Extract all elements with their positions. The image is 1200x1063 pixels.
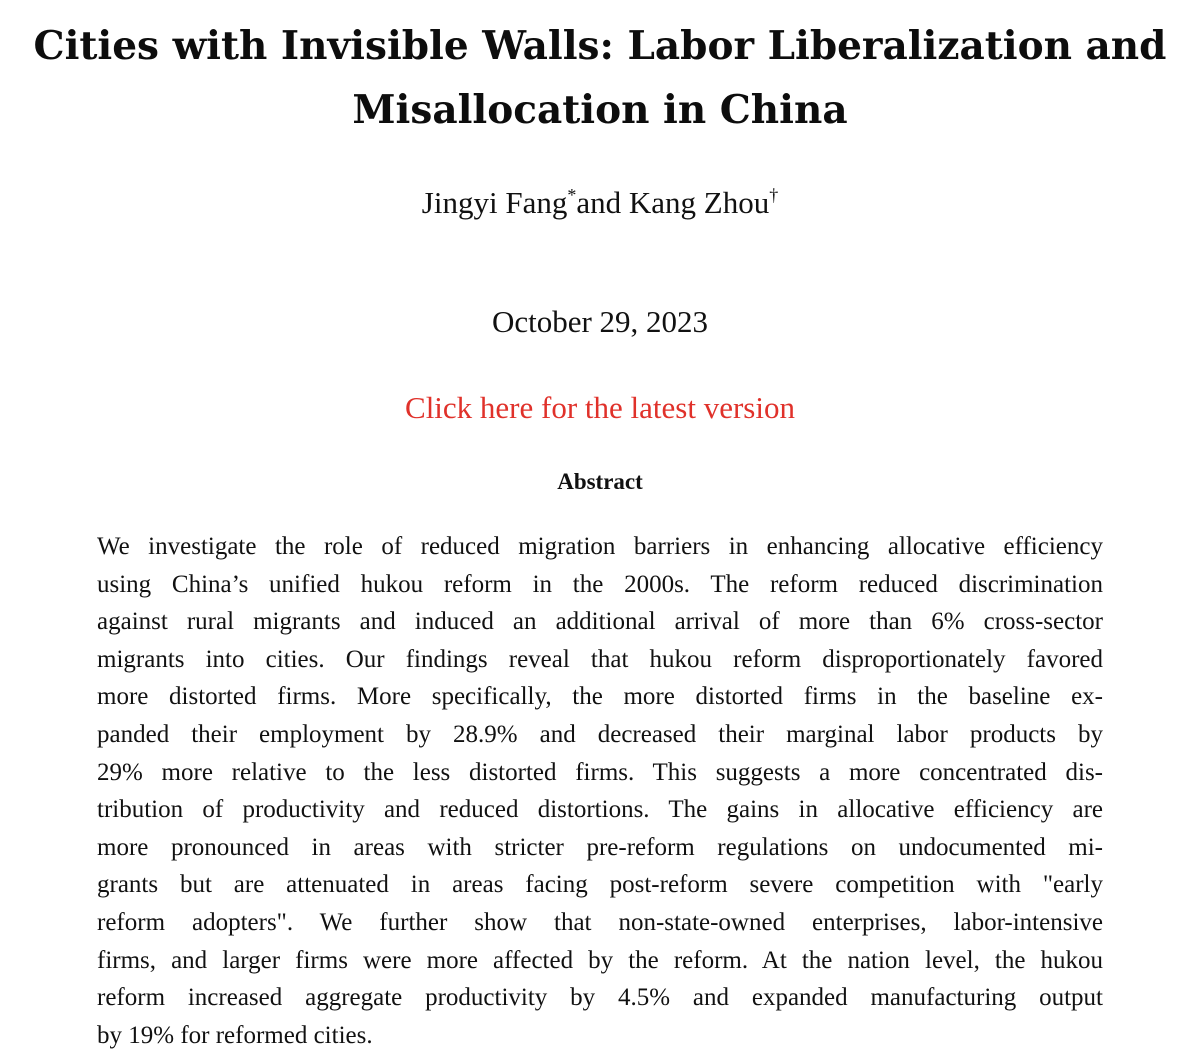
abstract-text: [97, 528, 1103, 1054]
abstract-line: We investigate the role of reduced migration barriers in enhancing allocative efficiency: [97, 533, 1103, 560]
abstract-line: 29% more relative to the less distorted firms. This suggests a more concentrated dis-: [97, 758, 1103, 786]
author-name: Kang Zhou: [628, 185, 770, 220]
author-list: [0, 183, 1200, 223]
abstract-line: tribution of productivity and reduced distortions. The gains in allocative efficiency are: [97, 796, 1103, 824]
abstract-line: grants but are attenuated in areas facing post-reform severe competition with "early: [97, 871, 1103, 899]
abstract-heading: Abstract: [557, 469, 643, 494]
abstract-line: reform increased aggregate productivity by 4.5% and expanded manufacturing output: [97, 984, 1103, 1012]
abstract-line: panded their employment by 28.9% and decreased their marginal labor products by: [97, 720, 1103, 748]
paper-date: October 29, 2023: [491, 304, 709, 339]
paper-title-line-2: Misallocation in China: [352, 87, 848, 133]
abstract-line: migrants into cities. Our findings reveal that hukou reform disproportionately favored: [97, 645, 1103, 673]
author-name: Jingyi Fang: [421, 185, 568, 220]
abstract-line: reform adopters". We further show that non-state-owned enterprises, labor-intensive: [97, 908, 1103, 936]
abstract-line: firms, and larger firms were more affected by the reform. At the nation level, the hukou: [97, 946, 1103, 974]
abstract-line: by 19% for reformed cities.: [97, 1021, 373, 1049]
abstract-line: using China’s unified hukou reform in the 2000s. The reform reduced discrimination: [97, 570, 1103, 598]
paper-title: [0, 14, 1200, 142]
abstract-line: more pronounced in areas with stricter pre-reform regulations on undocumented mi-: [97, 833, 1103, 861]
author-conjunction: and: [576, 185, 622, 220]
author-footnote-mark: †: [769, 185, 779, 205]
abstract-line: more distorted firms. More specifically, the more distorted firms in the baseline ex-: [97, 683, 1103, 711]
latest-version-link[interactable]: Click here for the latest version: [405, 390, 795, 425]
paper-title-line-1: Cities with Invisible Walls: Labor Liberalization and: [33, 23, 1167, 69]
author-footnote-mark: *: [567, 185, 577, 205]
abstract-line: against rural migrants and induced an additional arrival of more than 6% cross-sector: [97, 608, 1103, 636]
